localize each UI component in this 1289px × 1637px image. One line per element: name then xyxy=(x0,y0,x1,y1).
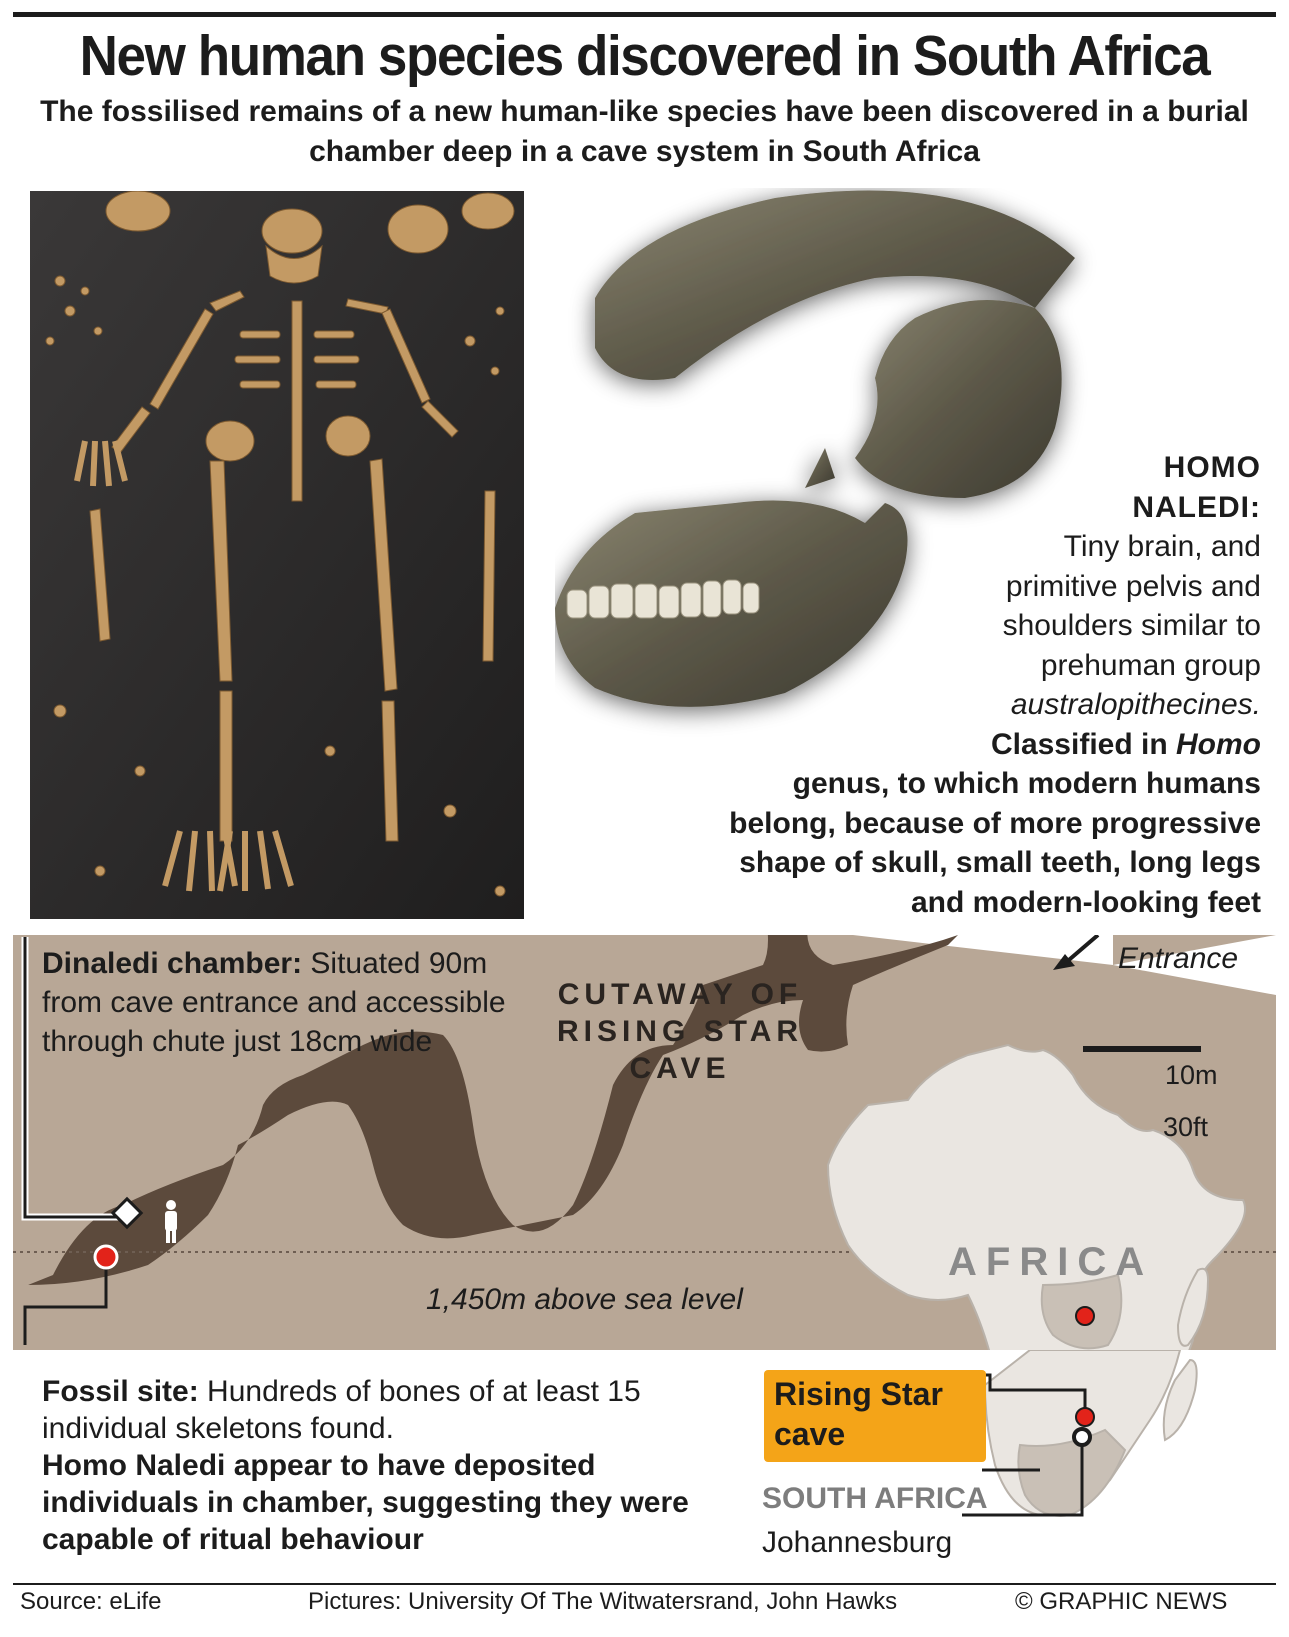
species-name-line1: HOMO xyxy=(1163,451,1261,484)
classified-prefix: Classified in xyxy=(990,727,1176,761)
top-rule xyxy=(13,12,1276,17)
sea-level-label: 1,450m above sea level xyxy=(420,1283,749,1317)
scale-imperial-label: 30ft xyxy=(1163,1112,1209,1142)
rising-star-cave-label: Rising Star cave xyxy=(764,1370,986,1462)
species-name-line2: NALEDI: xyxy=(1132,490,1261,524)
classification-line: shape of skull, small teeth, long legs xyxy=(739,846,1261,879)
footer-pictures-credit: Pictures: University Of The Witwatersrand, John Hawks xyxy=(308,1588,898,1615)
classification-line xyxy=(621,725,1261,765)
entrance-label: Entrance xyxy=(1118,942,1239,975)
bottom-rule xyxy=(13,1583,1276,1585)
fossil-site-note xyxy=(42,1373,742,1558)
southern-africa-map xyxy=(950,1350,1240,1550)
page-title: New human species discovered in South Africa xyxy=(79,24,1210,88)
classification-line: belong, because of more progressive xyxy=(729,806,1261,840)
description-italic: australopithecines. xyxy=(1010,688,1261,721)
description-line: primitive pelvis and xyxy=(1005,569,1261,603)
dinaledi-label: Dinaledi chamber: xyxy=(42,947,303,980)
fossil-text: Hundreds of bones of at least 15 individual skeletons found. xyxy=(42,1375,641,1445)
homo-naledi-description xyxy=(621,448,1261,922)
description-line: prehuman group xyxy=(1040,648,1261,682)
south-africa-label: SOUTH AFRICA xyxy=(762,1482,988,1515)
fossil-site-marker xyxy=(95,1246,117,1268)
rising-star-map-marker xyxy=(1076,1307,1094,1325)
scale-metric-label: 10m xyxy=(1165,1060,1218,1090)
description-line: Tiny brain, and xyxy=(1063,530,1261,563)
footer-copyright: © GRAPHIC NEWS xyxy=(1015,1588,1228,1615)
genus-name: Homo xyxy=(1176,727,1261,761)
cutaway-title: CUTAWAY OF RISING STAR CAVE xyxy=(556,978,804,1085)
fossil-label: Fossil site: xyxy=(42,1375,199,1408)
fossil-ritual-text: Homo Naledi appear to have deposited individuals in chamber, suggesting they were capable of ritual behaviour xyxy=(42,1449,689,1556)
classification-line: and modern-looking feet xyxy=(910,885,1261,919)
johannesburg-marker xyxy=(1074,1429,1090,1445)
rising-star-marker xyxy=(1076,1408,1094,1426)
dinaledi-text: Situated 90m from cave entrance and accessible through chute just 18cm wide xyxy=(42,947,506,1058)
dinaledi-chamber-note xyxy=(42,944,522,1061)
africa-label: AFRICA xyxy=(948,1240,1154,1284)
skeleton-photo xyxy=(30,191,524,919)
johannesburg-label: Johannesburg xyxy=(762,1526,953,1559)
page-subtitle: The fossilised remains of a new human-like species have been discovered in a burial chamber deep in a cave system in South Africa xyxy=(40,95,1249,168)
footer-source: Source: eLife xyxy=(20,1588,162,1615)
description-line: shoulders similar to xyxy=(1002,609,1261,642)
classification-line: genus, to which modern humans xyxy=(792,767,1261,800)
